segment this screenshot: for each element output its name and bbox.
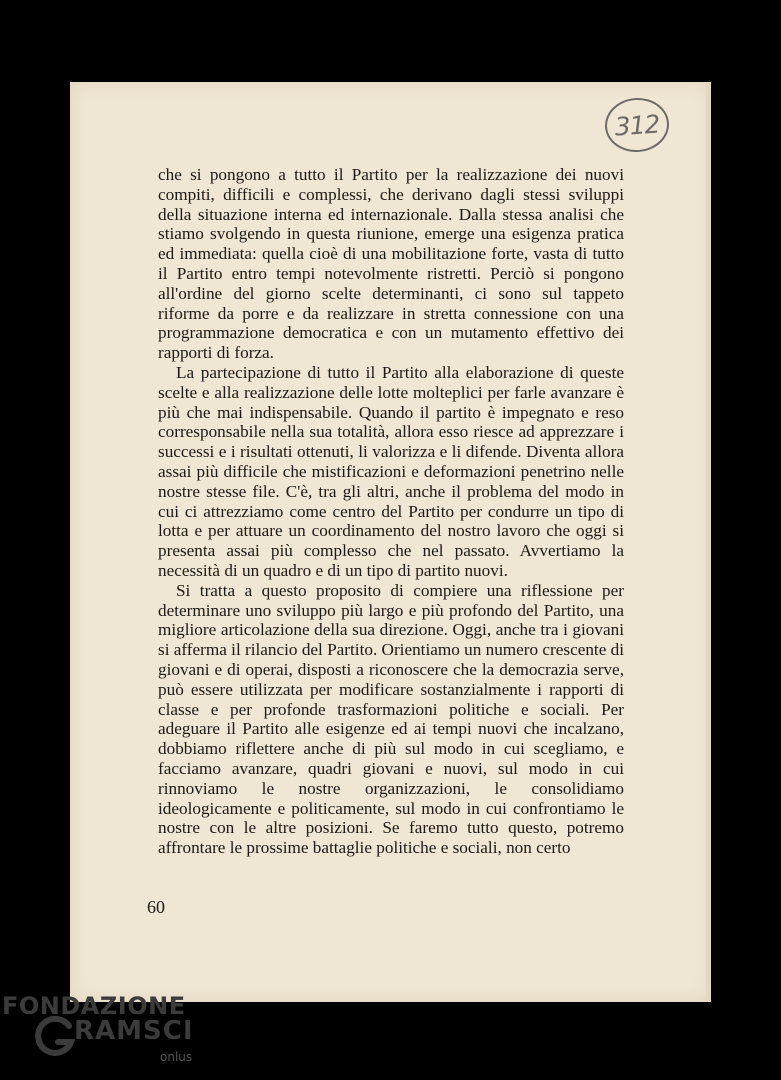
- body-text: [158, 165, 624, 858]
- paragraph-2: La partecipazione di tutto il Partito alla elaborazione di queste scelte e alla realizzazione delle lotte molteplici per farle avanzare è più che mai indispensabile. Quando il partito è impegnato e reso corresponsabile nella sua totalità, allora esso riesce ad apprezzare i successi e i risultati ottenuti, li valorizza e li difende. Diventa allora assai più difficile che mistificazioni e deformazioni penetrino nelle nostre stesse file. C'è, tra gli altri, anche il problema del modo in cui ci attrezziamo come centro del Partito per condurre un tipo di lotta e per attuare un coordinamento del nostro lavoro che oggi si presenta assai più complesso che nel passato. Avvertiamo la necessità di un quadro e di un tipo di partito nuovi.: [158, 362, 624, 580]
- archive-number-mark: 312: [603, 96, 671, 154]
- page-edge: [706, 82, 711, 1002]
- fondazione-gramsci-watermark: [2, 992, 202, 1072]
- g-logo-icon: [32, 1014, 78, 1060]
- document-page: [70, 82, 711, 1002]
- page-number: 60: [147, 897, 165, 917]
- watermark-onlus: onlus: [160, 1050, 193, 1064]
- paragraph-1: che si pongono a tutto il Partito per la realizzazione dei nuovi compiti, difficili e complessi, che derivano dagli stessi sviluppi della situazione interna ed internazionale. Dalla stessa analisi che stiamo svolgendo in questa riunione, emerge una esigenza pratica ed immediata: quella cioè di una mobilitazione forte, vasta di tutto il Partito entro tempi notevolmente ristretti. Perciò si pongono all'ordine del giorno scelte determinanti, ci sono sul tappeto riforme da porre e da realizzare in stretta connessione con una programmazione democratica e con un mutamento effettivo dei rapporti di forza.: [158, 165, 624, 363]
- watermark-line1: FONDAZIONE: [2, 992, 186, 1020]
- paragraph-3: Si tratta a questo proposito di compiere una riflessione per determinare uno sviluppo più largo e più profondo del Partito, una migliore articolazione della sua direzione. Oggi, anche tra i giovani si afferma il rilancio del Partito. Orientiamo un numero crescente di giovani e di operai, disposti a riconoscere che la democrazia serve, può essere utilizzata per modificare sostanzialmente i rapporti di classe e per profonde trasformazioni politiche e sociali. Per adeguare il Partito alle esigenze ed ai tempi nuovi che incalzano, dobbiamo riflettere anche di più sul modo in cui scegliamo, e facciamo avanzare, quadri giovani e nuovi, sul modo in cui rinnoviamo le nostre organizzazioni, le consolidiamo ideologicamente e politicamente, sul modo in cui confrontiamo le nostre con le altre posizioni. Se faremo tutto questo, potremo affrontare le prossime battaglie politiche e sociali, non certo: [158, 580, 624, 858]
- watermark-line2: RAMSCI: [74, 1016, 194, 1046]
